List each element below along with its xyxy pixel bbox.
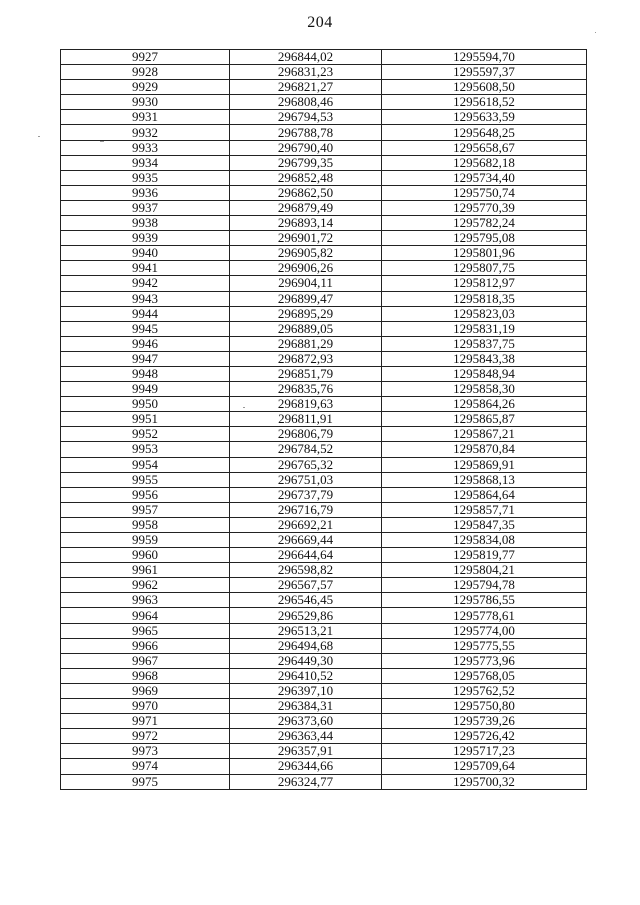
x-coordinate-cell: 296644,64 [230,548,382,563]
y-coordinate-cell: 1295778,61 [382,608,587,623]
table-row [61,216,587,231]
y-coordinate-cell: 1295868,13 [382,472,587,487]
table-row [61,533,587,548]
table-row [61,638,587,653]
x-coordinate-cell: 296831,23 [230,65,382,80]
table-row [61,336,587,351]
point-number-cell: 9967 [61,653,230,668]
x-coordinate-cell: 296397,10 [230,683,382,698]
x-coordinate-cell: 296669,44 [230,533,382,548]
x-coordinate-cell: 296567,57 [230,578,382,593]
y-coordinate-cell: 1295773,96 [382,653,587,668]
x-coordinate-cell: 296844,02 [230,50,382,65]
y-coordinate-cell: 1295823,03 [382,306,587,321]
point-number-cell: 9933 [61,140,230,155]
table-row [61,578,587,593]
table-row [61,653,587,668]
x-coordinate-cell: 296906,26 [230,261,382,276]
table-row [61,276,587,291]
x-coordinate-cell: 296852,48 [230,170,382,185]
point-number-cell: 9947 [61,351,230,366]
table-row [61,517,587,532]
y-coordinate-cell: 1295812,97 [382,276,587,291]
point-number-cell: 9955 [61,472,230,487]
point-number-cell: 9939 [61,231,230,246]
point-number-cell: 9974 [61,759,230,774]
x-coordinate-cell: 296901,72 [230,231,382,246]
y-coordinate-cell: 1295762,52 [382,683,587,698]
point-number-cell: 9962 [61,578,230,593]
table-row [61,261,587,276]
point-number-cell: 9975 [61,774,230,789]
point-number-cell: 9971 [61,714,230,729]
table-row [61,442,587,457]
table-row [61,714,587,729]
scan-speck [243,407,245,408]
table-row [61,125,587,140]
x-coordinate-cell: 296784,52 [230,442,382,457]
scan-speck [595,32,596,33]
page-number: 204 [307,14,333,31]
table-row [61,95,587,110]
x-coordinate-cell: 296794,53 [230,110,382,125]
table-row [61,729,587,744]
x-coordinate-cell: 296344,66 [230,759,382,774]
point-number-cell: 9968 [61,668,230,683]
y-coordinate-cell: 1295864,26 [382,397,587,412]
table-row [61,140,587,155]
point-number-cell: 9956 [61,487,230,502]
table-row [61,170,587,185]
x-coordinate-cell: 296835,76 [230,382,382,397]
x-coordinate-cell: 296905,82 [230,246,382,261]
point-number-cell: 9937 [61,200,230,215]
y-coordinate-cell: 1295774,00 [382,623,587,638]
x-coordinate-cell: 296513,21 [230,623,382,638]
y-coordinate-cell: 1295648,25 [382,125,587,140]
y-coordinate-cell: 1295819,77 [382,548,587,563]
x-coordinate-cell: 296737,79 [230,487,382,502]
y-coordinate-cell: 1295801,96 [382,246,587,261]
y-coordinate-cell: 1295597,37 [382,65,587,80]
y-coordinate-cell: 1295739,26 [382,714,587,729]
point-number-cell: 9963 [61,593,230,608]
point-number-cell: 9931 [61,110,230,125]
point-number-cell: 9928 [61,65,230,80]
x-coordinate-cell: 296324,77 [230,774,382,789]
table-row [61,502,587,517]
scan-speck [38,136,40,137]
point-number-cell: 9930 [61,95,230,110]
x-coordinate-cell: 296821,27 [230,80,382,95]
y-coordinate-cell: 1295782,24 [382,216,587,231]
point-number-cell: 9970 [61,699,230,714]
point-number-cell: 9949 [61,382,230,397]
table-row [61,351,587,366]
table-row [61,185,587,200]
table-row [61,291,587,306]
point-number-cell: 9927 [61,50,230,65]
table-row [61,593,587,608]
x-coordinate-cell: 296692,21 [230,517,382,532]
table-row [61,200,587,215]
point-number-cell: 9945 [61,321,230,336]
table-row [61,683,587,698]
x-coordinate-cell: 296899,47 [230,291,382,306]
point-number-cell: 9941 [61,261,230,276]
x-coordinate-cell: 296363,44 [230,729,382,744]
x-coordinate-cell: 296889,05 [230,321,382,336]
point-number-cell: 9957 [61,502,230,517]
y-coordinate-cell: 1295775,55 [382,638,587,653]
point-number-cell: 9944 [61,306,230,321]
table-row [61,623,587,638]
table-row [61,155,587,170]
table-row [61,110,587,125]
table-row [61,774,587,789]
x-coordinate-cell: 296357,91 [230,744,382,759]
table-row [61,80,587,95]
point-number-cell: 9946 [61,336,230,351]
point-number-cell: 9958 [61,517,230,532]
y-coordinate-cell: 1295807,75 [382,261,587,276]
table-row [61,563,587,578]
x-coordinate-cell: 296765,32 [230,457,382,472]
y-coordinate-cell: 1295608,50 [382,80,587,95]
point-number-cell: 9953 [61,442,230,457]
point-number-cell: 9942 [61,276,230,291]
y-coordinate-cell: 1295633,59 [382,110,587,125]
y-coordinate-cell: 1295794,78 [382,578,587,593]
x-coordinate-cell: 296881,29 [230,336,382,351]
x-coordinate-cell: 296751,03 [230,472,382,487]
table-row [61,668,587,683]
point-number-cell: 9938 [61,216,230,231]
point-number-cell: 9952 [61,427,230,442]
y-coordinate-cell: 1295734,40 [382,170,587,185]
y-coordinate-cell: 1295618,52 [382,95,587,110]
point-number-cell: 9932 [61,125,230,140]
y-coordinate-cell: 1295831,19 [382,321,587,336]
x-coordinate-cell: 296811,91 [230,412,382,427]
table-row [61,699,587,714]
table-row [61,412,587,427]
point-number-cell: 9960 [61,548,230,563]
table-row [61,608,587,623]
y-coordinate-cell: 1295864,64 [382,487,587,502]
y-coordinate-cell: 1295834,08 [382,533,587,548]
table-row [61,427,587,442]
point-number-cell: 9950 [61,397,230,412]
table-row [61,472,587,487]
x-coordinate-cell: 296373,60 [230,714,382,729]
y-coordinate-cell: 1295658,67 [382,140,587,155]
point-number-cell: 9964 [61,608,230,623]
table-row [61,321,587,336]
y-coordinate-cell: 1295594,70 [382,50,587,65]
y-coordinate-cell: 1295818,35 [382,291,587,306]
table-row [61,759,587,774]
table-row [61,744,587,759]
y-coordinate-cell: 1295867,21 [382,427,587,442]
point-number-cell: 9935 [61,170,230,185]
y-coordinate-cell: 1295865,87 [382,412,587,427]
x-coordinate-cell: 296494,68 [230,638,382,653]
x-coordinate-cell: 296598,82 [230,563,382,578]
point-number-cell: 9951 [61,412,230,427]
table-row [61,65,587,80]
x-coordinate-cell: 296716,79 [230,502,382,517]
table-row [61,50,587,65]
y-coordinate-cell: 1295857,71 [382,502,587,517]
point-number-cell: 9966 [61,638,230,653]
x-coordinate-cell: 296790,40 [230,140,382,155]
point-number-cell: 9948 [61,366,230,381]
y-coordinate-cell: 1295700,32 [382,774,587,789]
point-number-cell: 9929 [61,80,230,95]
x-coordinate-cell: 296788,78 [230,125,382,140]
x-coordinate-cell: 296895,29 [230,306,382,321]
table-row [61,366,587,381]
y-coordinate-cell: 1295726,42 [382,729,587,744]
point-number-cell: 9943 [61,291,230,306]
point-number-cell: 9954 [61,457,230,472]
x-coordinate-cell: 296799,35 [230,155,382,170]
y-coordinate-cell: 1295843,38 [382,351,587,366]
x-coordinate-cell: 296384,31 [230,699,382,714]
point-number-cell: 9940 [61,246,230,261]
y-coordinate-cell: 1295717,23 [382,744,587,759]
y-coordinate-cell: 1295750,80 [382,699,587,714]
point-number-cell: 9969 [61,683,230,698]
x-coordinate-cell: 296862,50 [230,185,382,200]
x-coordinate-cell: 296808,46 [230,95,382,110]
x-coordinate-cell: 296851,79 [230,366,382,381]
x-coordinate-cell: 296819,63 [230,397,382,412]
x-coordinate-cell: 296893,14 [230,216,382,231]
x-coordinate-cell: 296806,79 [230,427,382,442]
y-coordinate-cell: 1295837,75 [382,336,587,351]
x-coordinate-cell: 296879,49 [230,200,382,215]
table-row [61,306,587,321]
table-row [61,382,587,397]
y-coordinate-cell: 1295786,55 [382,593,587,608]
y-coordinate-cell: 1295770,39 [382,200,587,215]
y-coordinate-cell: 1295709,64 [382,759,587,774]
y-coordinate-cell: 1295750,74 [382,185,587,200]
point-number-cell: 9965 [61,623,230,638]
y-coordinate-cell: 1295682,18 [382,155,587,170]
y-coordinate-cell: 1295804,21 [382,563,587,578]
point-number-cell: 9973 [61,744,230,759]
x-coordinate-cell: 296546,45 [230,593,382,608]
point-number-cell: 9961 [61,563,230,578]
x-coordinate-cell: 296410,52 [230,668,382,683]
x-coordinate-cell: 296529,86 [230,608,382,623]
y-coordinate-cell: 1295848,94 [382,366,587,381]
table-row [61,487,587,502]
point-number-cell: 9972 [61,729,230,744]
y-coordinate-cell: 1295847,35 [382,517,587,532]
point-number-cell: 9959 [61,533,230,548]
table-row [61,457,587,472]
table-row [61,397,587,412]
table-row [61,548,587,563]
table-row [61,231,587,246]
point-number-cell: 9934 [61,155,230,170]
coordinates-table-body [61,50,587,790]
coordinates-table [60,49,587,790]
x-coordinate-cell: 296449,30 [230,653,382,668]
y-coordinate-cell: 1295870,84 [382,442,587,457]
x-coordinate-cell: 296904,11 [230,276,382,291]
point-number-cell: 9936 [61,185,230,200]
y-coordinate-cell: 1295858,30 [382,382,587,397]
x-coordinate-cell: 296872,93 [230,351,382,366]
y-coordinate-cell: 1295795,08 [382,231,587,246]
y-coordinate-cell: 1295768,05 [382,668,587,683]
y-coordinate-cell: 1295869,91 [382,457,587,472]
table-row [61,246,587,261]
scan-speck [100,141,104,142]
